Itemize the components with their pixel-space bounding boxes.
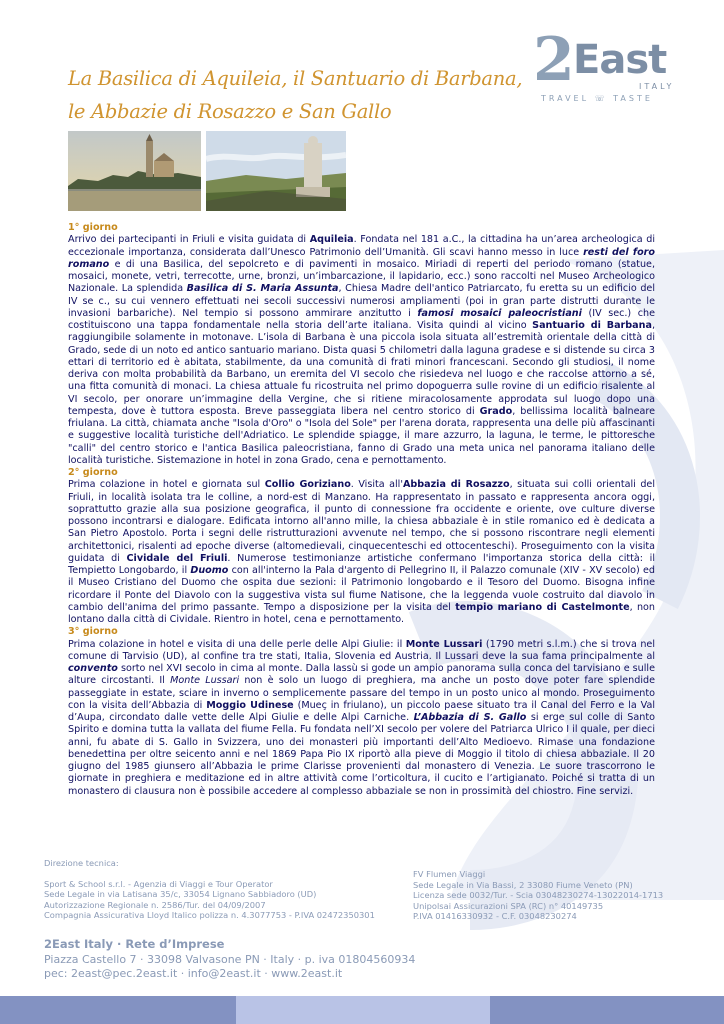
day-2-heading: 2° giorno — [68, 467, 118, 478]
contact-line: pec: 2east@pec.2east.it · info@2east.it · www.2east.it — [44, 966, 343, 980]
2east-logo — [533, 25, 683, 111]
logo-2: 2 — [533, 25, 575, 95]
direzione-label: Direzione tecnica: — [44, 858, 119, 868]
title-line-1: La Basilica di Aquileia, il Santuario di Barbana, — [68, 67, 523, 90]
day-3-text: Prima colazione in hotel e visita di una delle perle delle Alpi Giulie: il Monte Lussari (1790 metri s.l.m.) che si trova nel comune di Tarvisio (UD), al confine tra tre stati, Italia, Slovenia ed Austria. Il Lussari deve la sua fama principalmente al convento sorto nel XVI secolo in cima al monte. Dalla lassù si gode un ampio panorama sulla conca del tarvisiano e sulle alture circostanti. Il Monte Lussari non è solo un luogo di preghiera, ma anche un posto dove poter fare splendide passeggiate in estate, sciare in inverno o semplicemente passare del tempo in un posto unico al mondo. Proseguimento con la visita dell’Abbazia di Moggio Udinese (Mueç in friulano), un piccolo paese situato tra il Canal del Ferro e la Val d’Aupa, circondato dalle vette delle Alpi Giulie e delle Alpi Carniche. L’Abbazia di S. Gallo si erge sul colle di Santo Spirito e domina tutta la vallata del fiume Fella. Fu fondata nell’XI secolo per volere del Patriarca Ulrico I il quale, per dieci anni, fu abate di S. Gallo in Svizzera, uno dei monasteri più importanti dell’Alto Medioevo. Rimase una fondazione benedettina per oltre seicento anni e nel 1869 Papa Pio IX riportò alla pieve di Moggio il titolo di chiesa abbaziale. Il 20 giugno del 1985 giunsero all’Abbazia le prime Clarisse provenienti dal monastero di Venezia. Le suore trascorrono le giornate in preghiera e meditazione ed in altre attività come l’orticoltura, il cucito e l’artigianato. Poiché si tratta di un monastero di clausura non è possibile accedere al complesso abbaziale se non in prossimità del chiostro. Fine servizi. — [68, 638, 656, 797]
footer-left-line: Sport & School s.r.l. - Agenzia di Viaggi e Tour Operator — [44, 878, 273, 889]
footer-flumen — [413, 869, 663, 922]
rete-imprese-heading: 2East Italy · Rete d’Imprese — [44, 937, 225, 951]
footer-right-line: P.IVA 01416330932 - C.F. 03048230274 — [413, 911, 577, 921]
bottom-bar-segment — [490, 996, 724, 1024]
logo-east: East — [573, 37, 667, 83]
footer-right-line: Sede Legale in Via Bassi, 2 33080 Fiume Veneto (PN) — [413, 879, 633, 890]
logo-italy: ITALY — [639, 82, 675, 91]
day-2-text: Prima colazione in hotel e giornata sul Collio Goriziano. Visita all'Abbazia di Rosazzo, situata sui colli orientali del Friuli, in località isolata tra le colline, a nord-est di Manzano. Ha rappresentato in passato e rappresenta ancora oggi, soprattutto grazie alla sua posizione geografica, il punto di connessione fra occidente e oriente, ove culture diverse possono incontrarsi e dialogare. Edificata intorno all'anno mille, la chiesa abbaziale è in stile romanico ed è dedicata a San Pietro Apostolo. Porta i segni delle ristrutturazioni avvenute nel tempo, che si possono riscontrare negli elementi architettonici, risalenti ad epoche diverse (altomedievali, cinquecenteschi ed ottocenteschi). Proseguimento con la visita guidata di Cividale del Friuli. Numerose testimonianze artistiche confermano l'importanza storica della città: il Tempietto Longobardo, il Duomo con all'interno la Pala d'argento di Pellegrino II, il Palazzo comunale (XIV - XV secolo) ed il Museo Cristiano del Duomo che ospita due sezioni: il Patrimonio longobardo e il Tesoro del Duomo. Bisogna infine ricordare il Ponte del Diavolo con la suggestiva vista sul fiume Natisone, che la leggenda vuole costruito dal diavolo in cambio dell'anima del primo passante. Tempo a disposizione per la visita del tempio mariano di Castelmonte, non lontano dalla città di Cividale. Rientro in hotel, cena e pernottamento. — [68, 479, 655, 625]
basilica-photo — [68, 131, 201, 211]
bottom-bar-segment — [236, 996, 490, 1024]
company-address — [44, 953, 415, 980]
footer-right-line: FV Flumen Viaggi — [413, 869, 486, 879]
bottom-bar-segment — [0, 996, 236, 1024]
title-line-2: le Abbazie di Rosazzo e San Gallo — [68, 100, 392, 123]
day-1-text: Arrivo dei partecipanti in Friuli e visita guidata di Aquileia. Fondata nel 181 a.C., la cittadina ha un’area archeologica di eccezionale importanza, considerata dall’Unesco Patrimonio dell’Umanità. Gli scavi hanno messo in luce resti del foro romano e di una Basilica, del sepolcreto e di pavimenti in mosaico. Miriadi di reperti del periodo romano (statue, mosaici, monete, vetri, terrecotte, urne, bronzi, un’imbarcazione, il lapidario, ecc.) sono raccolti nel Museo Archeologico Nazionale. La splendida Basilica di S. Maria Assunta, Chiesa Madre dell'antico Patriarcato, fu eretta su un edificio del IV se c., su cui vennero effettuati nei secoli successivi numerosi ampliamenti (poi in gran parte distrutti durante le invasioni barbariche). Nel tempio si possono ammirare anzitutto i famosi mosaici paleocristiani (IV sec.) che costituiscono una tappa fondamentale nella storia dell’arte italiana. Visita quindi al vicino Santuario di Barbana, raggiungibile solamente in motonave. L’isola di Barbana è una piccola isola situata all’estremità orientale della città di Grado, sede di un noto ed antico santuario mariano. Dista quasi 5 chilometri dalla laguna gradese e si distende su circa 3 ettari di territorio ed è abitata, stabilmente, da una comunità di frati minori francescani. Secondo gli studiosi, il nome deriva con molta probabilità da Barbano, un eremita del VI secolo che risiedeva nel luogo e che raccolse attorno a sé, una fitta comunità di monaci. La chiesa attuale fu ricostruita nel primo dopoguerra sulle rovine di un edificio risalente al VI secolo, per onorare un’immagine della Vergine, che si ritiene miracolosamente approdata sul luogo dopo una tempesta, dove è tuttora esposta. Breve passeggiata libera nel centro storico di Grado, bellissima località balneare friulana. La città, chiamata anche "Isola d'Oro" o "Isola del Sole" per l'arena dorata, rappresenta una delle più affascinanti e suggestive località turistiche dell'Adriatico. Le splendide spiagge, il mare azzurro, la laguna, le terme, le pittoresche "calli" del centro storico e l'antica Basilica paleocristiana, fanno di Grado una meta unica nel panorama italiano delle località turistiche. Sistemazione in hotel in zona Grado, cena e pernottamento. — [68, 234, 656, 466]
footer-left-line: Autorizzazione Regionale n. 2586/Tur. del 04/09/2007 — [44, 899, 266, 910]
address-line: Piazza Castello 7 · 33098 Valvasone PN · Italy · p. iva 01804560934 — [44, 953, 416, 966]
itinerary-body — [68, 222, 655, 798]
page-title — [68, 62, 523, 128]
footer-left-line: Sede Legale in via Latisana 35/c, 33054 Lignano Sabbiadoro (UD) — [44, 889, 317, 899]
logo-tagline: TRAVEL ☏ TASTE — [541, 94, 653, 103]
footer-right-line: Unipolsai Assicurazioni SPA (RC) n° 40149735 — [413, 900, 604, 911]
day-1-heading: 1° giorno — [68, 222, 118, 233]
footer-right-line: Licenza sede 0032/Tur. - Scia 03048230274-13022014-1713 — [413, 890, 664, 900]
statue-photo — [206, 131, 346, 211]
footer-direzione — [44, 858, 375, 921]
footer-left-line: Compagnia Assicurativa Lloyd Italico polizza n. 4.3077753 - P.IVA 02472350301 — [44, 910, 375, 920]
day-3-heading: 3° giorno — [68, 626, 118, 638]
